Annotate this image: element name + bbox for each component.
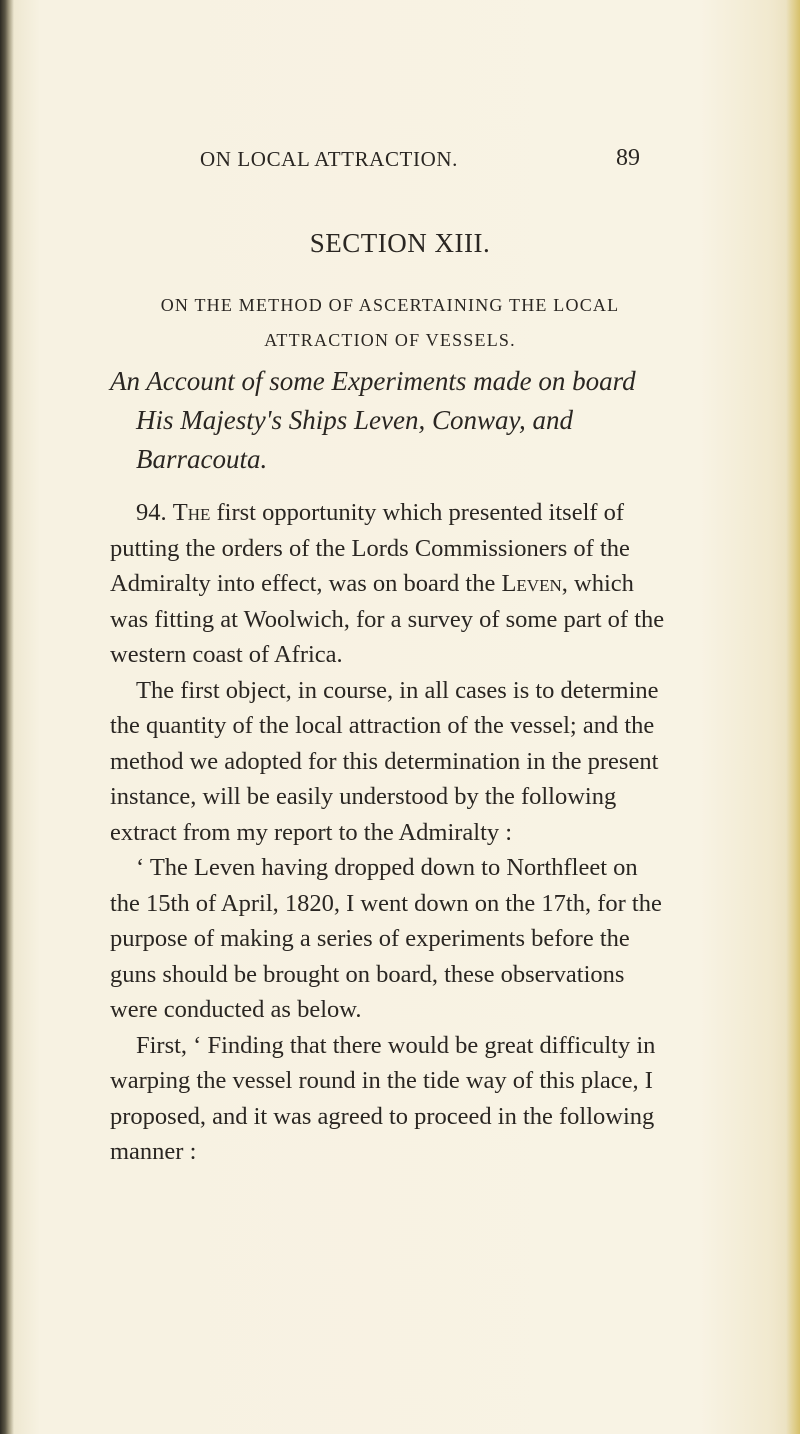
body-text xyxy=(110,495,670,1170)
running-head xyxy=(200,145,640,177)
paragraph-first-finding: First, ‘ Finding that there would be great difficulty in warping the vessel round in the tide way of this place, I proposed, and it was agreed to proceed in the following manner : xyxy=(110,1031,656,1165)
paragraph-text-continued: which was fitting at Woolwich, for a survey of some part of the western coast of Africa. xyxy=(110,570,665,668)
italic-heading-line-2: His Majesty's Ships Leven, Conway, and xyxy=(136,405,573,435)
paragraph-lead-word: The xyxy=(172,499,211,526)
paragraph-text: first opportunity which presented itself of putting the orders of the Lords Commissioners of the Admiralty into effect, was on board the xyxy=(110,499,630,597)
paragraph-number: 94. xyxy=(136,499,167,526)
paragraph-first-object: The first object, in course, in all cases is to determine the quantity of the local attraction of the vessel; and the method we adopted for this determination in the present instance, will be easily understood by the following extract from my report to the Admiralty : xyxy=(110,676,659,846)
subtitle-line-1: ON THE METHOD OF ASCERTAINING THE LOCAL xyxy=(160,295,620,315)
ship-name-leven: Leven, xyxy=(501,570,568,597)
section-heading: SECTION XIII. xyxy=(309,228,491,258)
paragraph-report-extract: ‘ The Leven having dropped down to Northfleet on the 15th of April, 1820, I went down on the 17th, for the purpose of making a series of experiments before the guns should be brought on board, these observations were conducted as below. xyxy=(110,854,662,1023)
page-edge xyxy=(786,0,800,1434)
italic-heading xyxy=(110,362,670,479)
subtitle-line-2: ATTRACTION OF VESSELS. xyxy=(264,330,516,350)
paragraph-94 xyxy=(110,495,670,673)
section-subtitle xyxy=(110,288,670,358)
italic-heading-line-1: An Account of some Experiments made on board xyxy=(110,366,636,396)
book-spine-shadow xyxy=(0,0,14,1434)
italic-heading-line-3: Barracouta. xyxy=(136,444,268,474)
running-title: ON LOCAL ATTRACTION. xyxy=(200,147,458,171)
page-number: 89 xyxy=(616,145,640,171)
